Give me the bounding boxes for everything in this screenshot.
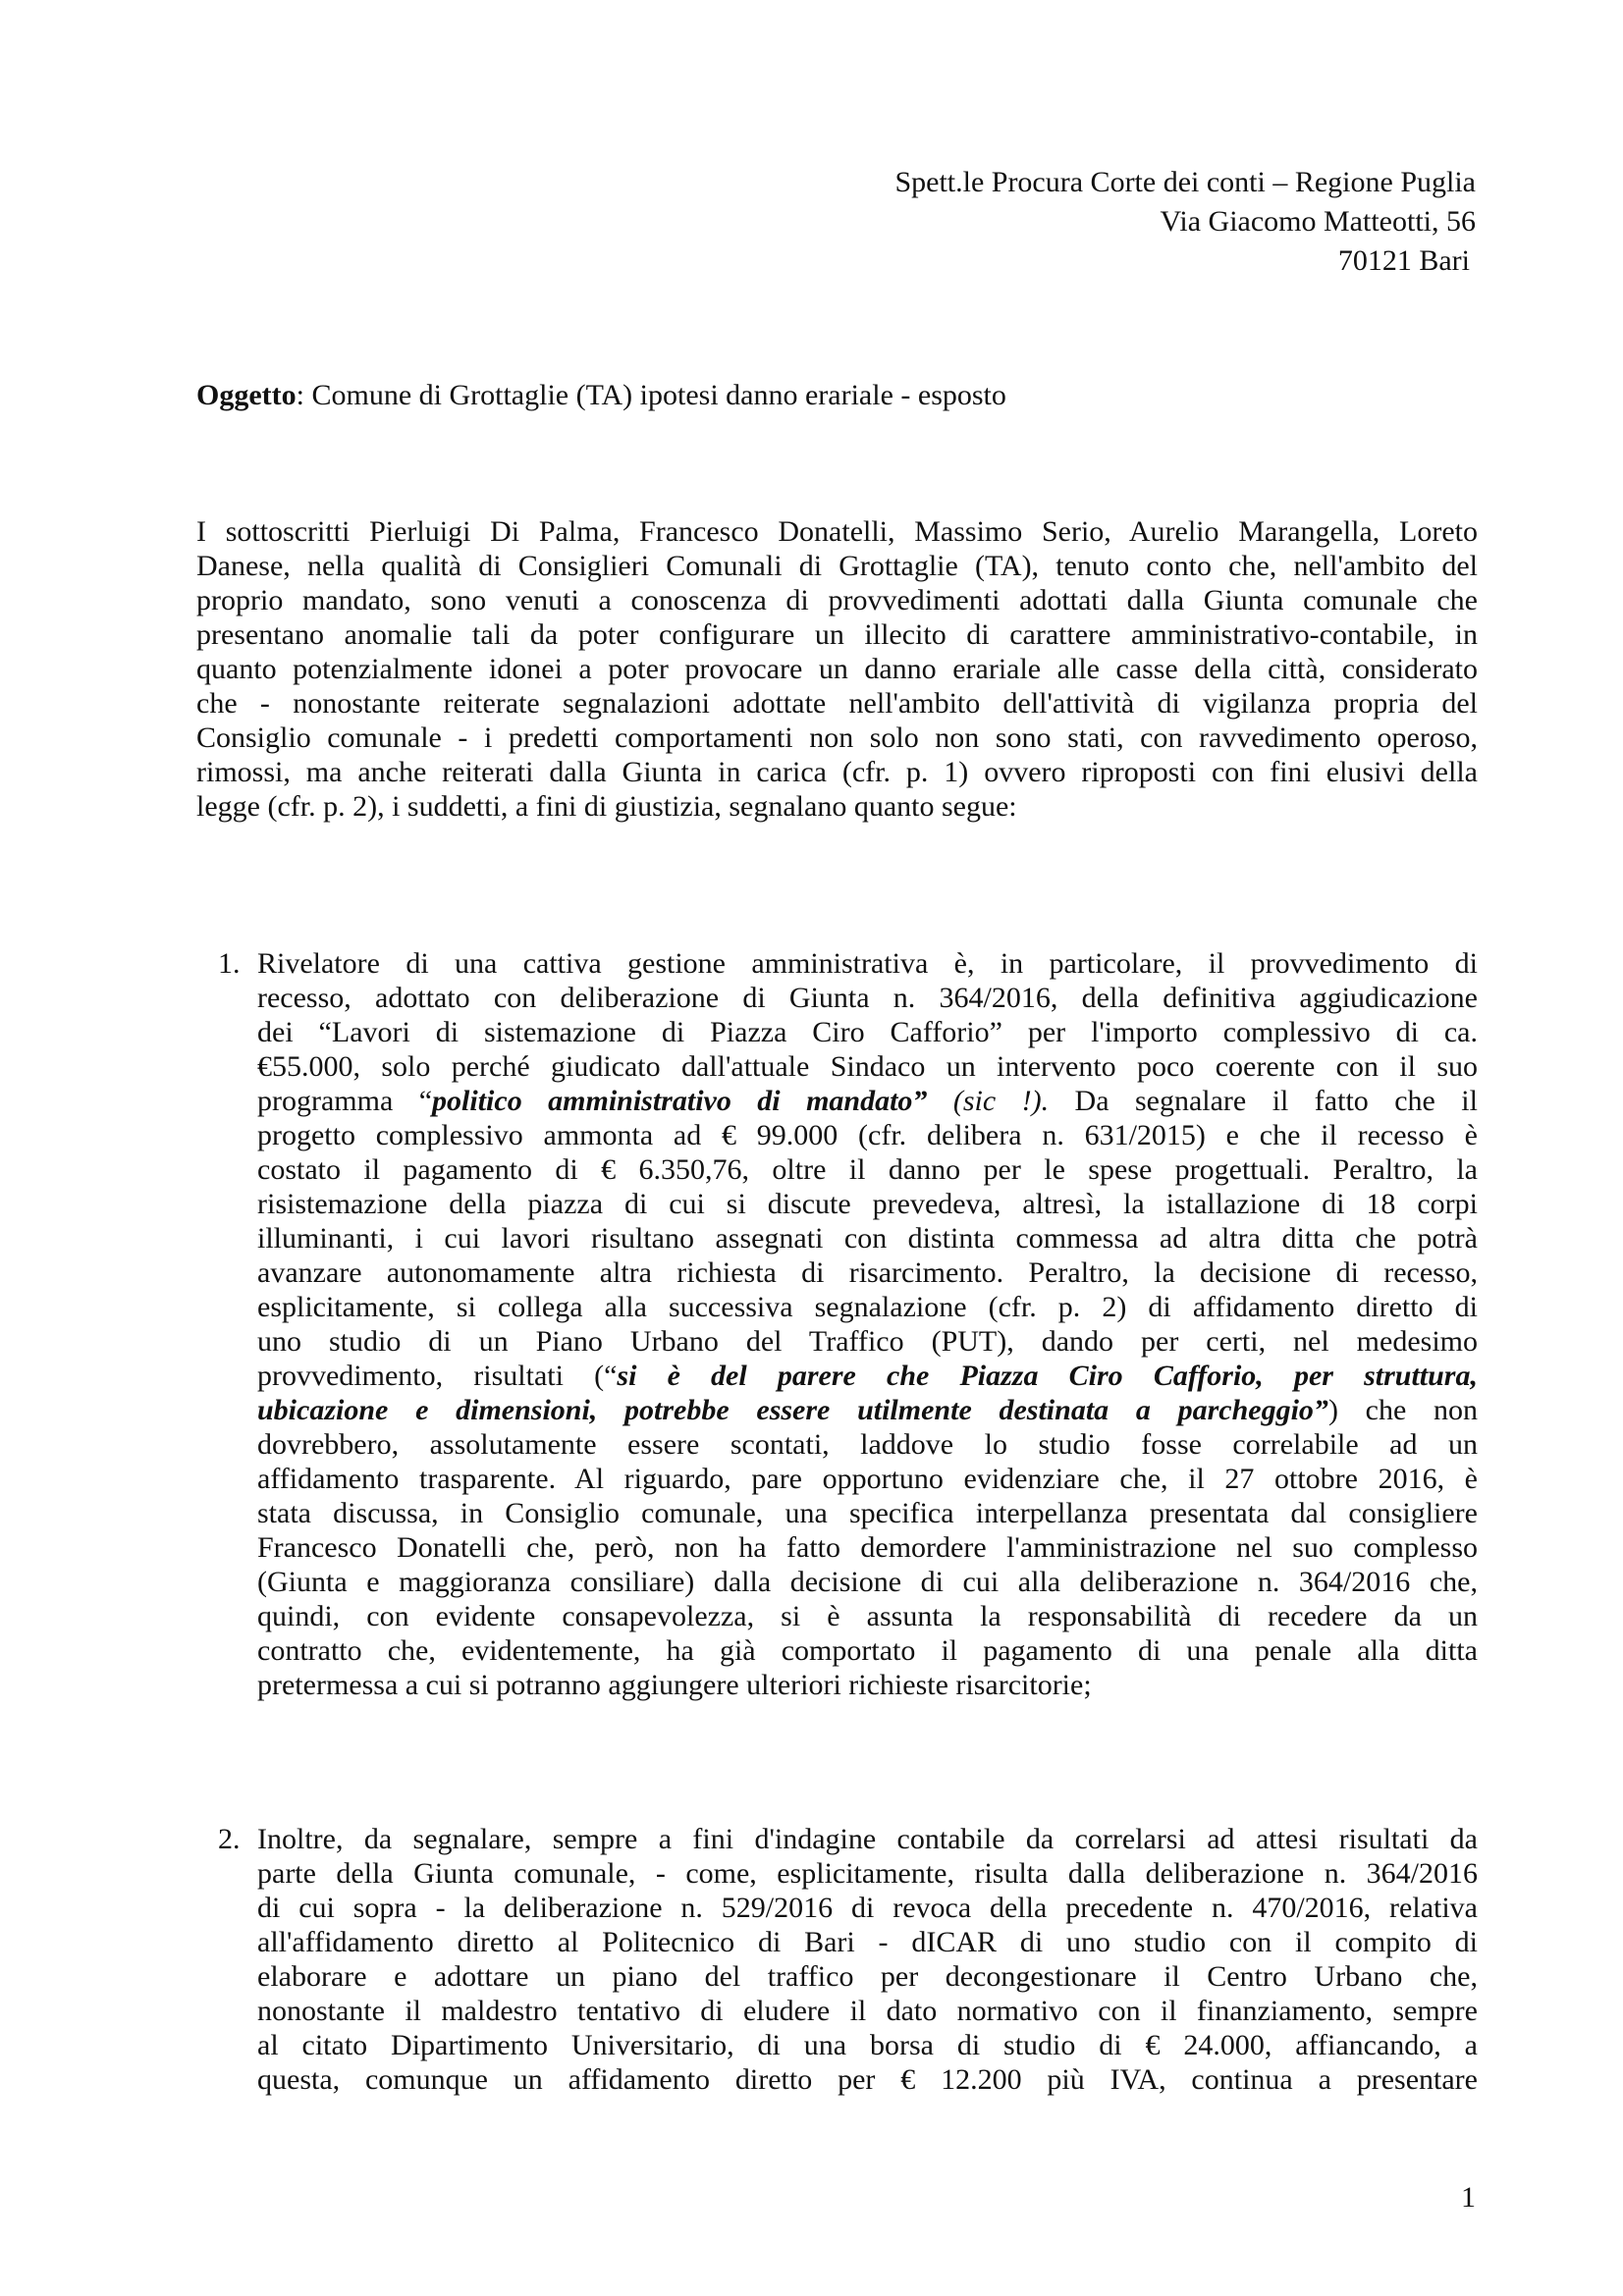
intro-line: Danese, nella qualità di Consiglieri Comunali di Grottaglie (TA), tenuto conto che, nell'ambito del bbox=[196, 550, 1478, 582]
item-line: nonostante il maldestro tentativo di eludere il dato normativo con il finanziamento, sempre bbox=[257, 1995, 1478, 2027]
item-line: provvedimento, risultati (“si è del parere che Piazza Ciro Cafforio, per struttura, bbox=[257, 1360, 1478, 1392]
item-line: al citato Dipartimento Universitario, di una borsa di studio di € 24.000, affiancando, a bbox=[257, 2029, 1478, 2061]
item-line: questa, comunque un affidamento diretto per € 12.200 più IVA, continua a presentare bbox=[257, 2063, 1478, 2096]
recipient-line-2: Via Giacomo Matteotti, 56 bbox=[1160, 205, 1476, 238]
intro-line: che - nonostante reiterate segnalazioni adottate nell'ambito dell'attività di vigilanza propria del bbox=[196, 687, 1478, 720]
item-line: €55.000, solo perché giudicato dall'attuale Sindaco un intervento poco coerente con il suo bbox=[257, 1050, 1478, 1083]
item-line: dovrebbero, assolutamente essere scontati, laddove lo studio fosse correlabile ad un bbox=[257, 1428, 1478, 1461]
item-line: programma “politico amministrativo di mandato” (sic !). Da segnalare il fatto che il bbox=[257, 1085, 1478, 1117]
subject-line bbox=[196, 379, 1006, 412]
list-item-number: 1. bbox=[218, 947, 241, 980]
quoted-emphasis: ubicazione e dimensioni, potrebbe essere utilmente destinata a parcheggio” bbox=[257, 1394, 1328, 1426]
intro-line: Consiglio comunale - i predetti comportamenti non solo non sono stati, con ravvedimento operoso, bbox=[196, 721, 1478, 754]
intro-line: I sottoscritti Pierluigi Di Palma, Francesco Donatelli, Massimo Serio, Aurelio Marangella, Loreto bbox=[196, 515, 1478, 548]
quoted-emphasis: politico amministrativo di mandato” bbox=[432, 1085, 928, 1117]
list-item-number: 2. bbox=[218, 1823, 241, 1855]
item-line: quindi, con evidente consapevolezza, si è assunta la responsabilità di recedere da un bbox=[257, 1600, 1478, 1632]
recipient-address bbox=[894, 163, 1476, 281]
intro-line: rimossi, ma anche reiterati dalla Giunta in carica (cfr. p. 1) ovvero riproposti con fini elusivi della bbox=[196, 756, 1478, 788]
recipient-line-3: 70121 Bari bbox=[1337, 244, 1470, 277]
item-line: avanzare autonomamente altra richiesta di risarcimento. Peraltro, la decisione di recesso, bbox=[257, 1256, 1478, 1289]
item-line: stata discussa, in Consiglio comunale, una specifica interpellanza presentata dal consigliere bbox=[257, 1497, 1478, 1529]
item-line: uno studio di un Piano Urbano del Traffico (PUT), dando per certi, nel medesimo bbox=[257, 1325, 1478, 1358]
subject-label: Oggetto bbox=[196, 379, 297, 411]
item-line: ubicazione e dimensioni, potrebbe essere utilmente destinata a parcheggio”) che non bbox=[257, 1394, 1479, 1426]
page-number: 1 bbox=[1461, 2181, 1476, 2214]
item-line: parte della Giunta comunale, - come, esplicitamente, risulta dalla deliberazione n. 364/2016 bbox=[257, 1857, 1478, 1890]
item-line: Rivelatore di una cattiva gestione amministrativa è, in particolare, il provvedimento di bbox=[257, 947, 1478, 980]
item-line: pretermessa a cui si potranno aggiungere ulteriori richieste risarcitorie; bbox=[257, 1669, 1092, 1701]
item-line: costato il pagamento di € 6.350,76, oltre il danno per le spese progettuali. Peraltro, la bbox=[257, 1153, 1478, 1186]
item-line: elaborare e adottare un piano del traffico per decongestionare il Centro Urbano che, bbox=[257, 1960, 1478, 1993]
item-line: Francesco Donatelli che, però, non ha fatto demordere l'amministrazione nel suo complesso bbox=[257, 1531, 1478, 1564]
item-line: illuminanti, i cui lavori risultano assegnati con distinta commessa ad altra ditta che potrà bbox=[257, 1222, 1478, 1255]
intro-line: proprio mandato, sono venuti a conoscenza di provvedimenti adottati dalla Giunta comunale che bbox=[196, 584, 1478, 616]
item-line: di cui sopra - la deliberazione n. 529/2016 di revoca della precedente n. 470/2016, relativa bbox=[257, 1892, 1478, 1924]
item-line: affidamento trasparente. Al riguardo, pare opportuno evidenziare che, il 27 ottobre 2016, è bbox=[257, 1463, 1478, 1495]
item-line: dei “Lavori di sistemazione di Piazza Ciro Cafforio” per l'importo complessivo di ca. bbox=[257, 1016, 1478, 1048]
item-line: risistemazione della piazza di cui si discute prevedeva, altresì, la istallazione di 18 corpi bbox=[257, 1188, 1478, 1220]
item-line: esplicitamente, si collega alla successiva segnalazione (cfr. p. 2) di affidamento diretto di bbox=[257, 1291, 1478, 1323]
subject-text: : Comune di Grottaglie (TA) ipotesi danno erariale - esposto bbox=[296, 379, 1006, 411]
intro-line: legge (cfr. p. 2), i suddetti, a fini di giustizia, segnalano quanto segue: bbox=[196, 790, 1017, 823]
item-line: Inoltre, da segnalare, sempre a fini d'indagine contabile da correlarsi ad attesi risultati da bbox=[257, 1823, 1478, 1855]
intro-line: quanto potenzialmente idonei a poter provocare un danno erariale alle casse della città, considerato bbox=[196, 653, 1478, 685]
item-line: all'affidamento diretto al Politecnico di Bari - dICAR di uno studio con il compito di bbox=[257, 1926, 1478, 1958]
recipient-line-1: Spett.le Procura Corte dei conti – Regione Puglia bbox=[894, 166, 1476, 198]
sic-note: (sic !). bbox=[927, 1085, 1050, 1117]
intro-line: presentano anomalie tali da poter configurare un illecito di carattere amministrativo-contabile, in bbox=[196, 618, 1478, 651]
item-line: progetto complessivo ammonta ad € 99.000 (cfr. delibera n. 631/2015) e che il recesso è bbox=[257, 1119, 1478, 1151]
item-line: recesso, adottato con deliberazione di Giunta n. 364/2016, della definitiva aggiudicazione bbox=[257, 982, 1478, 1014]
quoted-emphasis: si è del parere che Piazza Ciro Cafforio, per struttura, bbox=[617, 1360, 1478, 1392]
item-line: contratto che, evidentemente, ha già comportato il pagamento di una penale alla ditta bbox=[257, 1634, 1478, 1667]
item-line: (Giunta e maggioranza consiliare) dalla decisione di cui alla deliberazione n. 364/2016 che, bbox=[257, 1566, 1478, 1598]
